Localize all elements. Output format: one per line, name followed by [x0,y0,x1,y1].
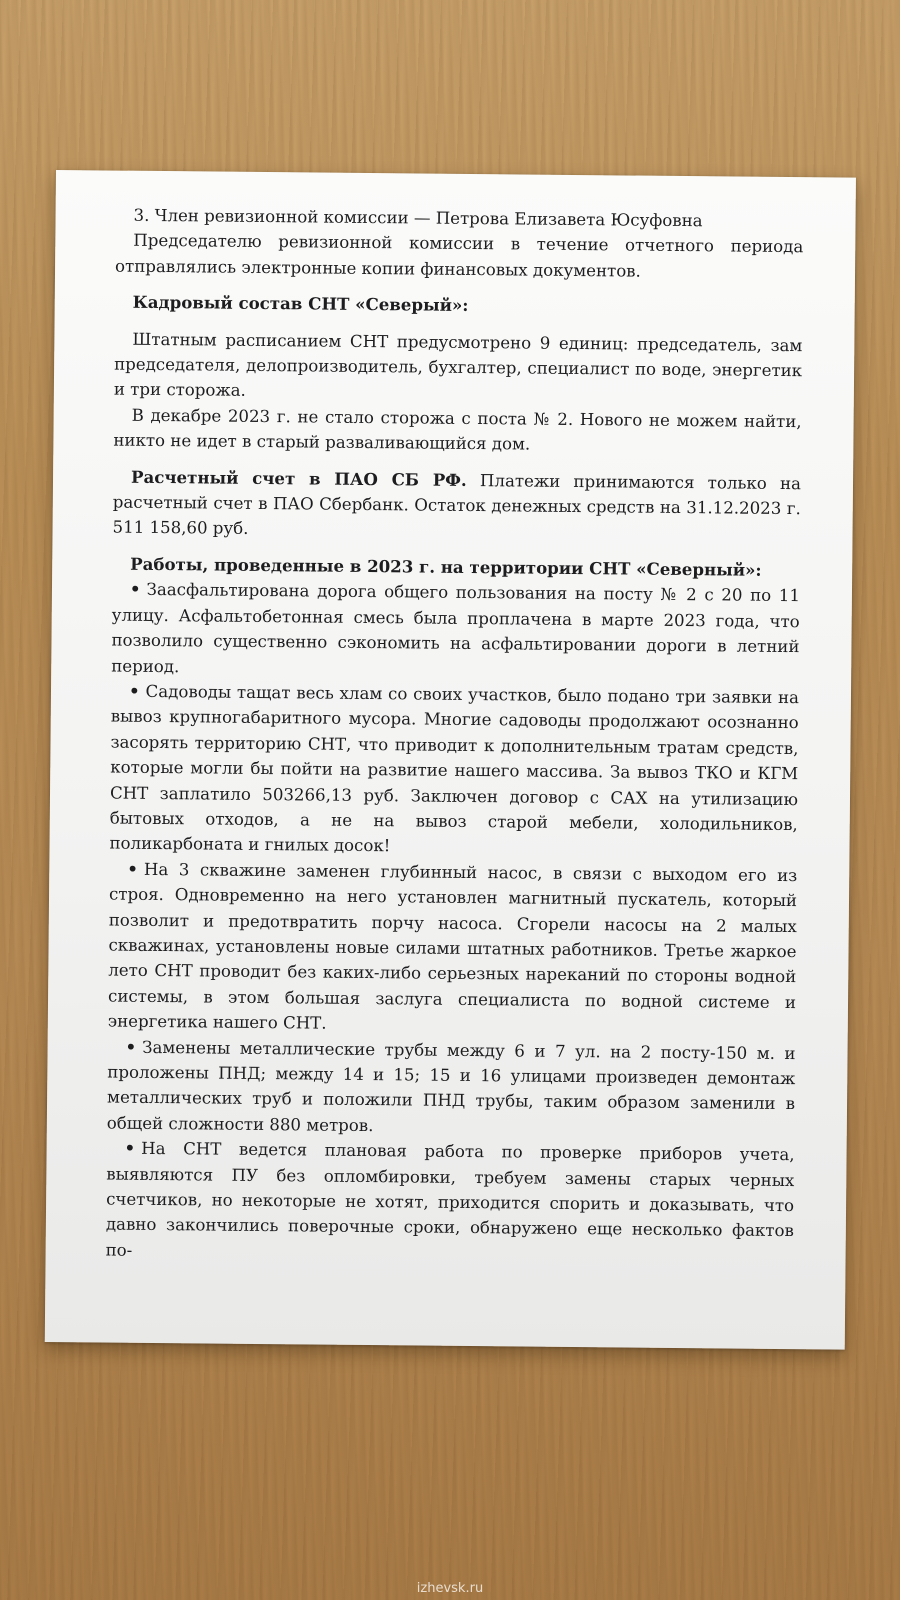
watermark: izhevsk.ru [416,1581,484,1596]
bullet-icon: • [128,680,140,701]
paragraph-revision-member: 3. Член ревизионной комиссии — Петрова Елизавета Юсуфовна [133,205,703,231]
list-item [108,856,798,1040]
heading-staff: Кадровый состав СНТ «Северый»: [132,291,469,316]
heading-bank-account: Расчетный счет в ПАО СБ РФ. [130,466,467,490]
document-text [106,203,804,1270]
bullet-icon: • [125,1036,137,1057]
bullet-icon: • [129,579,141,600]
list-item [111,577,800,685]
bullet-icon: • [124,1137,136,1159]
bullet-text-garbage: Садоводы тащат весь хлам со своих участков, было подано три заявки на вывоз крупногабаритного мусора. Многие садоводы продолжают осознанно засорять территорию СНТ, что приводит к дополнительным тратам средств, которые могли бы пойти на развитие нашего массива. За вывоз ТКО и КГМ СНТ заплатило 503266,13 руб. Заключен договор с САХ на утилизацию бытовых отходов, а не на вывоз старой мебели, холодильников, поликарбоната и гнилых досок! [109,681,800,856]
bullet-text-meters: На СНТ ведется плановая работа по проверке приборов учета, выявляются ПУ без опломбировки, требуем замены старых черных счетчиков, но некоторые не хотят, приходится спорить и доказывать, что давно закончились поверочные сроки, обнаружено еще несколько фактов по- [105,1139,795,1260]
bullet-text-pipes: Заменены металлические трубы между 6 и 7 ул. на 2 посту-150 м. и проложены ПНД; между 14 и 15; 15 и 16 улицами произведен демонтаж металлических труб и положили ПНД трубы, таким образом заменили в общей сложности 880 метров. [106,1037,796,1135]
paper-sheet [45,170,856,1350]
bullet-text-road: Заасфальтирована дорога общего пользования на посту № 2 с 20 по 11 улицу. Асфальтобетонная смесь была проплачена в марте 2023 года, что позволило существенно сэкономить на асфальтировании дороги в летний период. [111,580,801,676]
bullet-text-pump: На 3 скважине заменен глубинный насос, в связи с выходом его из строя. Одновременно на него установлен магнитный пускатель, который позволит и предотвратить порчу насоса. Сгорели насосы на 2 малых скважинах, установлены новые силами штатных работников. Третье жаркое лето СНТ проводит без каких-либо серьезных нареканий по стороны водной системы, в этом большая заслуга специалиста по водной системе и энергетика нашего СНТ. [107,859,798,1033]
paragraph-guard-missing: В декабре 2023 г. не стало сторожа с поста № 2. Нового не можем найти, никто не идет в старый разваливающийся дом. [113,405,802,454]
list-item [106,1136,795,1270]
paragraph-staff-schedule: Штатным расписанием СНТ предусмотрено 9 единиц: председатель, зам председателя, делопроизводитель, бухгалтер, специалист по воде, энергетик и три сторожа. [113,329,803,401]
paragraph-bank-account [112,464,801,547]
paragraph-revision-chair: Председателю ревизионной комиссии в течение отчетного периода отправлялись электронные копии финансовых документов. [114,231,804,281]
heading-works-2023: Работы, проведенные в 2023 г. на территории СНТ «Северный»: [130,553,762,580]
bank-account-text: Платежи принимаются только на расчетный счет в ПАО Сбербанк. Остаток денежных средств на 31.12.2023 г. 511 158,60 руб. [112,470,802,539]
bullet-icon: • [127,858,139,879]
list-item [107,1034,796,1142]
list-item [109,678,799,862]
